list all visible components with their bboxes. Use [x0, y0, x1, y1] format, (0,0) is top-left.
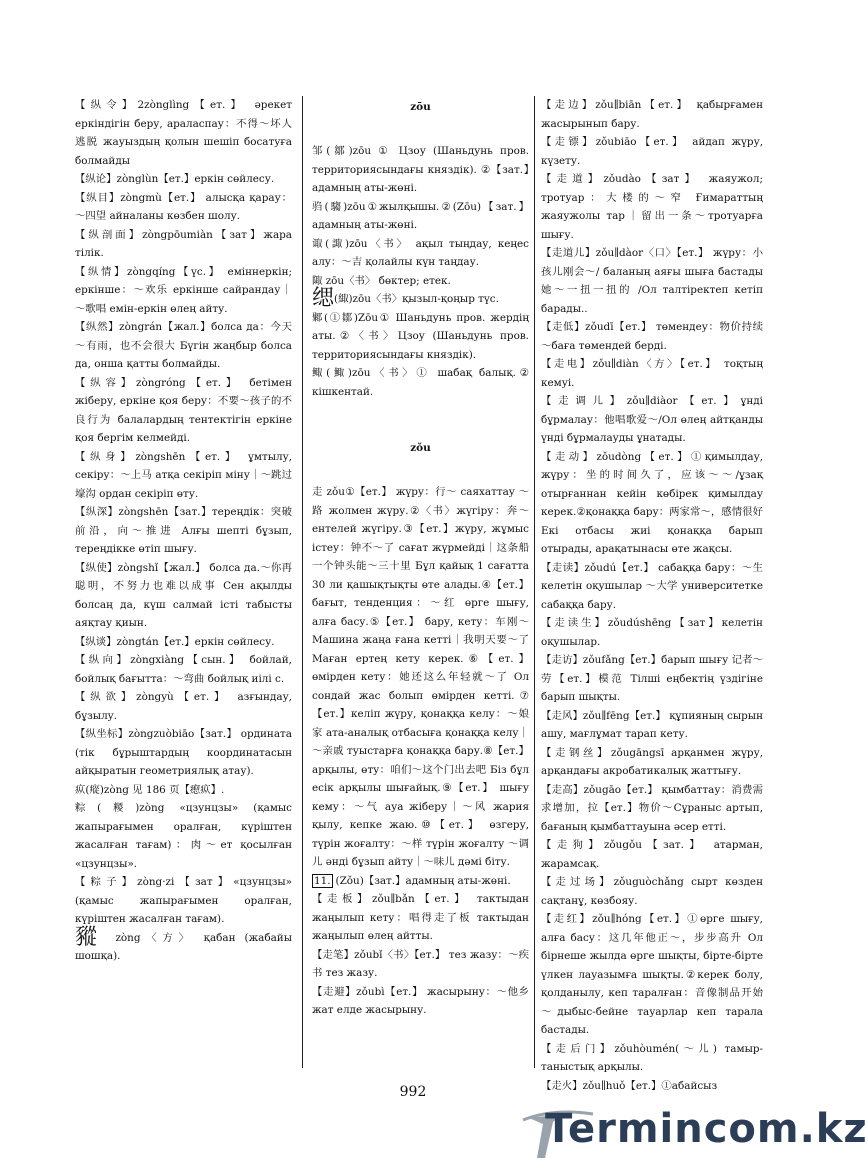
- dictionary-entry: 【走红】zǒu∥hóng【ет.】①өрге шығу, алға басу：这几年他正～，步步高升 Ол бірнеше жылда өрге шықты, бірте-бірте үлкен лауазымға шықты.②керек болу, қолданылу, кеп таралған：音像制品开始～дыбыс-бейне тауарлар кеп тарала бастады.: [541, 913, 763, 1036]
- right-column: [541, 96, 763, 1095]
- dictionary-entry: 【走镖】zǒubiāo【ет.】 айдап жүру, күзету.: [541, 136, 763, 167]
- dictionary-entry: 【走避】zǒubì【ет.】 жасырыну：～他乡 жат елде жасырыну.: [312, 985, 529, 1016]
- dictionary-entry: 【纵然】zòngrán【жал.】болса да：今天～有雨，也不会很大 Бүгін жаңбыр болса да, онша қатты болмайды.: [75, 321, 292, 370]
- dictionary-entry: 【纵坐标】zòngzuòbiāo【зат.】 ордината (тік бұрыштардың координатасын айқыратын геометриялық атау).: [75, 728, 292, 777]
- dictionary-entry: 疭(瘲)zòng 见 186 页【瘛疭】.: [75, 783, 225, 796]
- dictionary-entry: 【走过场】zǒuguòchǎng сырт көзден сақтанұ, көзбояу.: [541, 876, 763, 907]
- dictionary-entry: 【纵向】zòngxiàng【сын.】 бойлай, бойлық бағытта：～弯曲 бойлық иілі с.: [75, 654, 292, 685]
- column-divider: [534, 96, 535, 1068]
- character-glyph: 缌: [312, 286, 335, 311]
- dictionary-entry: 【走访】zǒufǎng【ет.】барып шығу 记者～劳【ет.】模范 Тілші еңбектің үздігіне барып шықты.: [541, 654, 763, 703]
- dictionary-entry: 【走调儿】zǒu∥diàor【ет.】ұнді бұрмалау：他唱歌爱～/Ол өлең айтқанды үнді бұрмалауды ұнатады.: [541, 395, 763, 444]
- dictionary-entry: 缌(緅)zōu〈书〉қызыл-қоңыр түс.: [312, 286, 499, 311]
- dictionary-entry: 【纵欲】zòngyù【ет.】 азғындау, бұзылу.: [75, 691, 292, 722]
- dictionary-entry: 【纵谈】zòngtán【ет.】еркін сөйлесу.: [75, 635, 275, 648]
- middle-entries-1: [312, 142, 529, 401]
- dictionary-entry: 鄹(①鄒)Zōu① Шаньдунь пров. жердің аты.②〈书〉Цзоу (Шаньдунь пров. территориясындағы княздік).: [312, 311, 529, 361]
- dictionary-entry: 【走动】zǒudòng【ет.】①қимылдау, жүру：坐的时间久了，应该～～/ұзақ отырғаннан кейін көбірек қимылдау керек.②қонаққа бару：两家常～，感情很好 Екі отбасы жиі қонаққа барып отырады, арақатынасы өте жақсы.: [541, 450, 763, 555]
- dictionary-entry: 【纵身】zòngshēn【ет.】 ұмтылу, секіру：～上马 атқа секіріп міну｜～跳过壕沟 ордан секіріп өту.: [75, 450, 292, 500]
- sense-number-box: 11.: [314, 874, 331, 887]
- dictionary-entry: 【纵深】zòngshēn【зат.】тереңдік：突破前沿，向～推进 Алғы шепті бұзып, тереңдікке өтіп шығу.: [75, 506, 292, 555]
- dictionary-entry: 【粽子】zòng·zi【зат】«цзунцзы» (қамыс жапырағымен оралған, күріштен жасалған тағам).: [75, 876, 292, 925]
- dictionary-entry: 【走笔】zǒubǐ〈书〉【ет.】 тез жазу：～疾书 тез жазу.: [312, 948, 529, 979]
- section-heading-zou1: zōu: [410, 101, 431, 113]
- dictionary-entry: 【走低】zǒudī【ет.】 төмендеу：物价持续～баға төмендей берді.: [541, 321, 763, 352]
- dictionary-entry: 走 zǒu①【ет.】 жүру：行～ саяхаттау ～路 жолмен жүру.②〈书〉жүгіру：奔～ентелей жүгіру.③【ет.】жүру, жұмыс істеу：钟不～了 сағат жүрмейді｜这条船一个钟头能～三十里 Бұл қайық 1 сағатта 30 ли қашықтықты өте алады.④【ет.】 бағыт, тенденция：～红 өрге шығу, алға басу.⑤【ет.】 бару, кету：车刚～ Машина жаңа ғана кетті｜我明天要～了 Маған ертең кету керек.⑥【ет.】 өмірден кету：她还这么年轻就～了 Ол сондай жас болып өмірден кетті.⑦【ет.】келіп жүру, қонаққа келу：～娘家 ата-аналық отбасыға қонаққа келу｜～亲戚 туыстарға қонаққа бару.⑧【ет.】 арқылы, өту：咱们～这个门出去吧 Біз бұл есік арқылы шығайық.⑨【ет.】 шығу кему：～气 ауа жіберу｜～风 жария қылу, кепке жаю.⑩【ет.】 өзгеру, түрін жоғалту：～样 түрін жоғалту ～调儿 әнді бұзып айту｜～味儿 дәмі біту.: [312, 486, 529, 868]
- dictionary-entry: 【纵情】zòngqíng【үс.】 еміннеркін; еркінше：～欢乐 еркінше сайрандау｜～歌唱 емін-еркін өлең айту.: [75, 265, 292, 315]
- dictionary-entry: 【走狗】zǒugǒu【зат.】 атарман, жарамсақ.: [541, 839, 763, 870]
- dictionary-entry: 【纵剖面】zòngpōumiàn【зат】жара тілік.: [75, 228, 292, 259]
- dictionary-entry: 诹(諏)zōu〈书〉 ақыл тыңдау, кеңес алу：～吉 қолайлы күн таңдау.: [312, 237, 529, 268]
- dictionary-entry: 【走道儿】zǒu∥dàor〈口〉【ет.】 жүру：小孩儿刚会～/ баланың аяғы шыға бастады 她～一扭一扭的 /Ол талтіректеп кетіп барады..: [541, 247, 763, 315]
- dictionary-entry: 【走道】zǒudào【зат】 жаяужол; тротуар：大楼的～窄 Ғимараттың жаяужолы тар｜留出一条～тротуарға шығу.: [541, 173, 763, 241]
- dictionary-entry: 【走火】zǒu∥huǒ【ет.】①абайсыз: [541, 1079, 718, 1092]
- column-divider: [302, 96, 303, 1068]
- dictionary-entry: 【纵容】zòngróng【ет.】 бетімен жіберу, еркіне қоя беру：不要～孩子的不良行为 балалардың тентектігін еркіне қоя бергім келмейді.: [75, 376, 292, 444]
- section-heading-zou3: zǒu: [410, 442, 431, 454]
- character-glyph: 豵: [75, 924, 116, 950]
- termincom-logo[interactable]: [523, 1100, 868, 1160]
- dictionary-entry: 11. (Zǒu)【зат.】адамның аты-жөні.: [314, 874, 511, 887]
- dictionary-entry: 驺(騶)zōu①жылқышы.②(Zōu)【зат.】 адамның аты-жөні.: [312, 200, 529, 231]
- dictionary-entry: 陬 zōu〈书〉 бөктер; етек.: [312, 274, 451, 287]
- dictionary-entry: 【走读生】zǒudúshēng【зат】келетін оқушылар.: [541, 617, 763, 648]
- dictionary-entry: 【走电】zǒu∥diàn〈方〉【ет.】 тоқтың кемуі.: [541, 358, 763, 389]
- dictionary-entry: 【走读】zǒudú【ет.】 сабаққа бару：～生 келетін оқушылар ～大学 университетке сабаққа бару.: [541, 561, 763, 611]
- logo-text: Termincom.kz: [545, 1106, 868, 1152]
- dictionary-entry: 鲰(鯫)zōu〈书〉① шабақ балық.② кішкентай.: [312, 367, 529, 398]
- page-number: 992: [399, 1084, 427, 1100]
- middle-column: [312, 96, 529, 1020]
- dictionary-entry: 【纵论】zònglùn【ет.】еркін сөйлесу.: [75, 173, 275, 185]
- dictionary-entry: 【走风】zǒu∥fēng【ет.】 құпияның сырын ашу, мағлұмат тарап кету.: [541, 709, 763, 740]
- left-column: [75, 96, 292, 966]
- dictionary-entry: 【走边】zǒu∥biān【ет.】 қабырғамен жасырынып бару.: [541, 99, 763, 130]
- dictionary-entry: 豵 zòng〈方〉 қабан (жабайы шошқа).: [75, 924, 292, 962]
- middle-entries-2: [312, 483, 529, 1020]
- dictionary-entry: 【纵令】2zònglìng【ет.】 әрекет еркіндігін беру, араласпау：不得～坏人逃脱 жауыздың қолын шешіп босатуға болмайды: [75, 99, 292, 167]
- dictionary-entry: 邹(鄒)zōu ① Цзоу (Шаньдунь пров. территориясындағы княздік). ②【зат.】адамның аты-жөні.: [312, 145, 529, 194]
- dictionary-entry: 【走板】zǒu∥bǎn【ет.】 тактыдан жаңылып кету：唱得走了板 тактыдан жаңылып өлең айтты.: [312, 893, 529, 942]
- dictionary-entry: 【纵使】zòngshǐ【жал.】 болса да.～你再聪明，不努力也难以成事 Сен ақылды болсаң да, күш салмай істі табысты аяқтау қиын.: [75, 561, 292, 629]
- dictionary-entry: 【走后门】zǒuhòumén(～儿) тамыр-таныстық арқылы.: [541, 1042, 763, 1073]
- dictionary-entry: 【纵目】zòngmù【ет.】 алысқа қарау：～四望 айналаны көзбен шолу.: [75, 191, 292, 222]
- dictionary-entry: 【走钢丝】zǒugāngsī арқанмен жүру, арқандағы акробатикалық жаттығу.: [541, 746, 763, 777]
- dictionary-entry: 【走高】zǒugāo【ет.】 қымбаттау：消费需求增加，拉【ет.】物价～Сұраныс артып, бағаның қымбаттауына әсер етті.: [541, 783, 763, 833]
- dictionary-entry: 粽(糉)zòng «цзунцзы» (қамыс жапырағымен оралған, күріштен жасалған тағам)：肉～ет қосылған «цзунцзы».: [75, 802, 292, 870]
